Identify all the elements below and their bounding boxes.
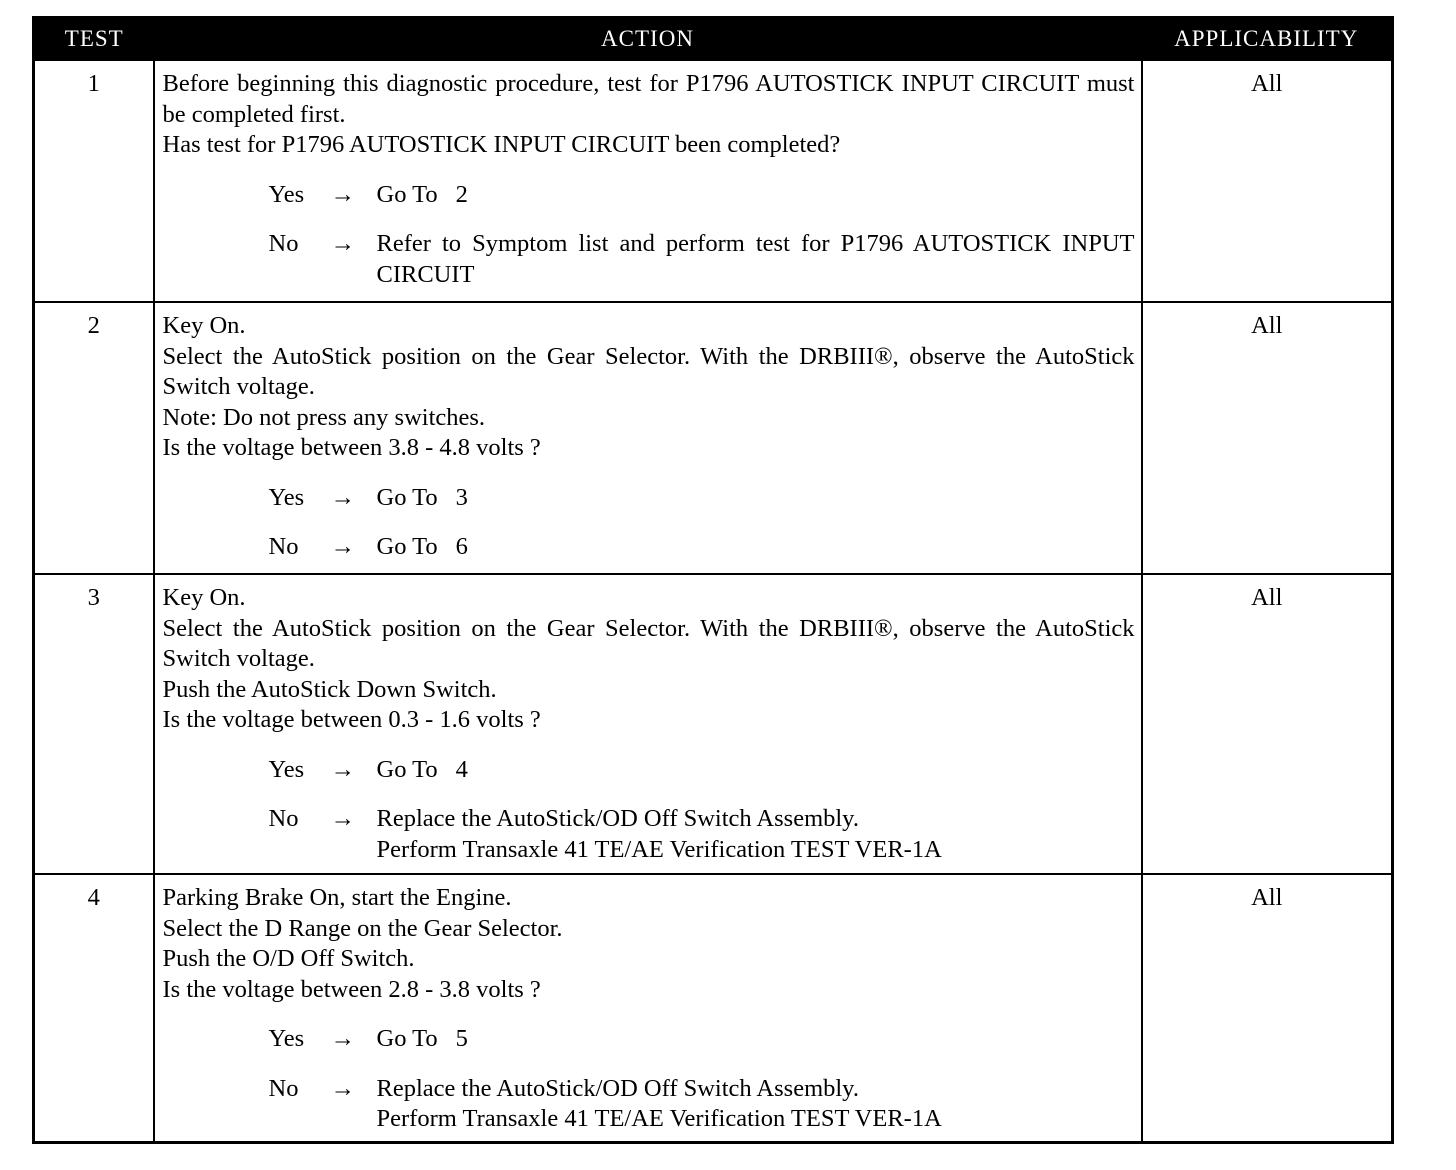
- test-number: 3: [34, 574, 154, 874]
- applicability: All: [1142, 874, 1393, 1142]
- action-line: Key On.: [162, 584, 246, 611]
- diagnostic-table: [32, 16, 1394, 1144]
- arrow-icon: →: [330, 230, 355, 257]
- action-cell: [154, 874, 1142, 1142]
- test-number: 2: [34, 302, 154, 574]
- outcome-label: Yes: [268, 1025, 305, 1052]
- outcome-yes: [269, 180, 1135, 211]
- outcome-text: [377, 804, 1135, 865]
- outcome-label: No: [268, 230, 299, 257]
- arrow-icon: →: [330, 483, 355, 511]
- outcome-yes: [269, 483, 1135, 514]
- outcome-yes: [269, 755, 1135, 786]
- action-cell: [154, 574, 1142, 874]
- header-test: TEST: [34, 18, 154, 61]
- applicability: All: [1142, 302, 1393, 574]
- outcome-text: Go To 6: [376, 533, 468, 560]
- goto-target: 4: [455, 755, 468, 783]
- outcome-label: No: [268, 805, 299, 832]
- goto-target: 2: [455, 180, 468, 208]
- outcome-text: Go To 5: [376, 1025, 468, 1052]
- outcome-line: Replace the AutoStick/OD Off Switch Assembly.: [376, 1074, 859, 1102]
- outcome-no: [269, 804, 1135, 865]
- outcomes: [163, 755, 1135, 866]
- action-line: Parking Brake On, start the Engine.: [162, 884, 512, 911]
- action-cell: [154, 302, 1142, 574]
- outcome-label: No: [268, 1074, 299, 1102]
- arrow-icon: →: [330, 755, 355, 783]
- outcome-text: Go To 3: [376, 483, 468, 511]
- goto-target: 3: [455, 483, 468, 511]
- applicability: All: [1142, 60, 1393, 302]
- outcome-label: Yes: [268, 483, 305, 511]
- test-row-2: [34, 302, 1393, 574]
- action-line: Is the voltage between 2.8 - 3.8 volts ?: [162, 975, 541, 1003]
- arrow-icon: →: [330, 533, 355, 560]
- header-row: [34, 18, 1393, 61]
- test-row-4: [34, 874, 1393, 1142]
- outcome-line: Perform Transaxle 41 TE/AE Verification TEST VER-1A: [376, 835, 942, 863]
- outcome-no: [269, 1074, 1135, 1135]
- outcome-label: No: [268, 533, 299, 560]
- action-line: Key On.: [162, 312, 246, 339]
- action-line: Is the voltage between 3.8 - 4.8 volts ?: [162, 434, 541, 461]
- action-line: Has test for P1796 AUTOSTICK INPUT CIRCUIT been completed?: [162, 131, 841, 158]
- outcome-label: Yes: [268, 180, 305, 208]
- action-line: Is the voltage between 0.3 - 1.6 volts ?: [162, 706, 541, 733]
- outcomes: [163, 180, 1135, 291]
- arrow-icon: →: [330, 1025, 355, 1052]
- goto-target: 6: [455, 533, 468, 560]
- outcome-text: Go To 2: [376, 180, 468, 208]
- arrow-icon: →: [330, 805, 355, 832]
- outcome-text: Refer to Symptom list and perform test for P1796 AUTOSTICK INPUT CIRCUIT: [376, 230, 1135, 288]
- outcome-label: Yes: [268, 755, 305, 783]
- action-line: Push the O/D Off Switch.: [162, 945, 415, 972]
- action-line: Note: Do not press any switches.: [162, 403, 486, 431]
- outcomes: [163, 1024, 1135, 1135]
- action-line: Before beginning this diagnostic procedure, test for P1796 AUTOSTICK INPUT CIRCUIT must be completed first.: [162, 70, 1135, 128]
- action-line: Select the D Range on the Gear Selector.: [162, 914, 563, 942]
- action-line: Select the AutoStick position on the Gear Selector. With the DRBIII®, observe the AutoStick Switch voltage.: [162, 614, 1135, 672]
- action-cell: [154, 60, 1142, 302]
- outcome-line: Replace the AutoStick/OD Off Switch Assembly.: [376, 805, 859, 832]
- applicability: All: [1142, 574, 1393, 874]
- test-number: 1: [34, 60, 154, 302]
- outcome-text: Go To 4: [376, 755, 468, 783]
- goto-target: 5: [455, 1025, 468, 1052]
- arrow-icon: →: [330, 180, 355, 208]
- outcome-no: [269, 532, 1135, 563]
- outcome-no: [269, 229, 1135, 290]
- header-action: ACTION: [154, 18, 1142, 61]
- outcome-text: [377, 1074, 1135, 1135]
- arrow-icon: →: [330, 1074, 355, 1102]
- outcomes: [163, 483, 1135, 563]
- header-applicability: APPLICABILITY: [1142, 18, 1393, 61]
- test-row-1: [34, 60, 1393, 302]
- test-number: 4: [34, 874, 154, 1142]
- outcome-yes: [269, 1024, 1135, 1055]
- outcome-line: Perform Transaxle 41 TE/AE Verification TEST VER-1A: [376, 1105, 942, 1132]
- action-line: Push the AutoStick Down Switch.: [162, 675, 497, 703]
- test-row-3: [34, 574, 1393, 874]
- action-line: Select the AutoStick position on the Gear Selector. With the DRBIII®, observe the AutoStick Switch voltage.: [162, 342, 1135, 400]
